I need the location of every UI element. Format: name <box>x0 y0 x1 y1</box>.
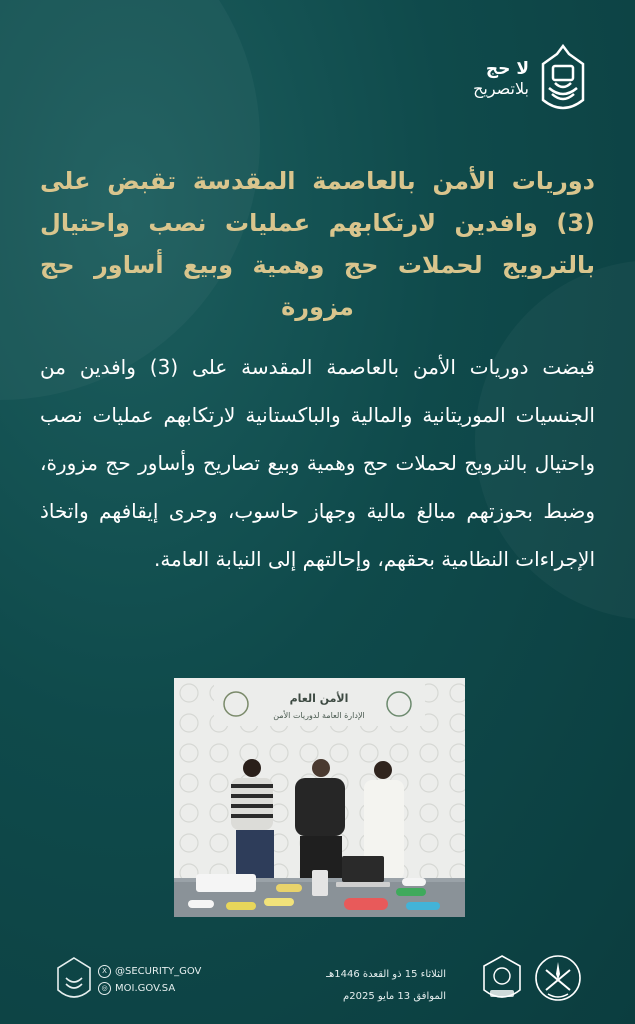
web-icon: ◎ <box>98 982 111 995</box>
hajj-permit-logo-icon <box>539 44 587 114</box>
badge-subtitle: بلاتصريح <box>473 78 529 98</box>
social-handle[interactable]: @SECURITY_GOV <box>115 966 202 977</box>
footer-dates <box>256 964 446 1008</box>
photo-banner-title: الأمن العام <box>289 692 349 705</box>
campaign-badge <box>473 44 587 114</box>
news-body: قبضت دوريات الأمن بالعاصمة المقدسة على (3) وافدين من الجنسيات الموريتانية والمالية والباكستانية لارتكابهم عمليات نصب واحتيال بالترويج لحملات حج وهمية وبيع تصاريح وأساور حج مزورة، وضبط بحوزتهم مبالغ مالية وجهاز حاسوب، وجرى إيقافهم واتخاذ الإجراءات النظامية بحقهم، وإحالتهم إلى النيابة العامة. <box>40 355 595 571</box>
saudi-emblem-icon <box>534 954 582 1004</box>
news-photo <box>174 678 465 917</box>
public-security-emblem-icon <box>480 954 524 1004</box>
badge-title: لا حج <box>485 59 529 80</box>
website-link[interactable]: MOI.GOV.SA <box>115 983 176 994</box>
footer-social <box>56 956 201 1004</box>
news-headline: دوريات الأمن بالعاصمة المقدسة تقبض على (3) وافدين لارتكابهم عمليات نصب واحتيال بالترويج لحملات حج وهمية وبيع أساور حج مزورة <box>40 167 595 321</box>
photo-banner-subtitle: الإدارة العامة لدوريات الأمن <box>273 711 365 720</box>
public-security-shield-icon <box>56 956 92 1004</box>
x-social-icon: X <box>98 965 111 978</box>
date-gregorian: الموافق 13 مايو 2025م <box>343 991 446 1002</box>
date-hijri: الثلاثاء 15 ذو القعدة 1446هـ <box>326 969 446 980</box>
